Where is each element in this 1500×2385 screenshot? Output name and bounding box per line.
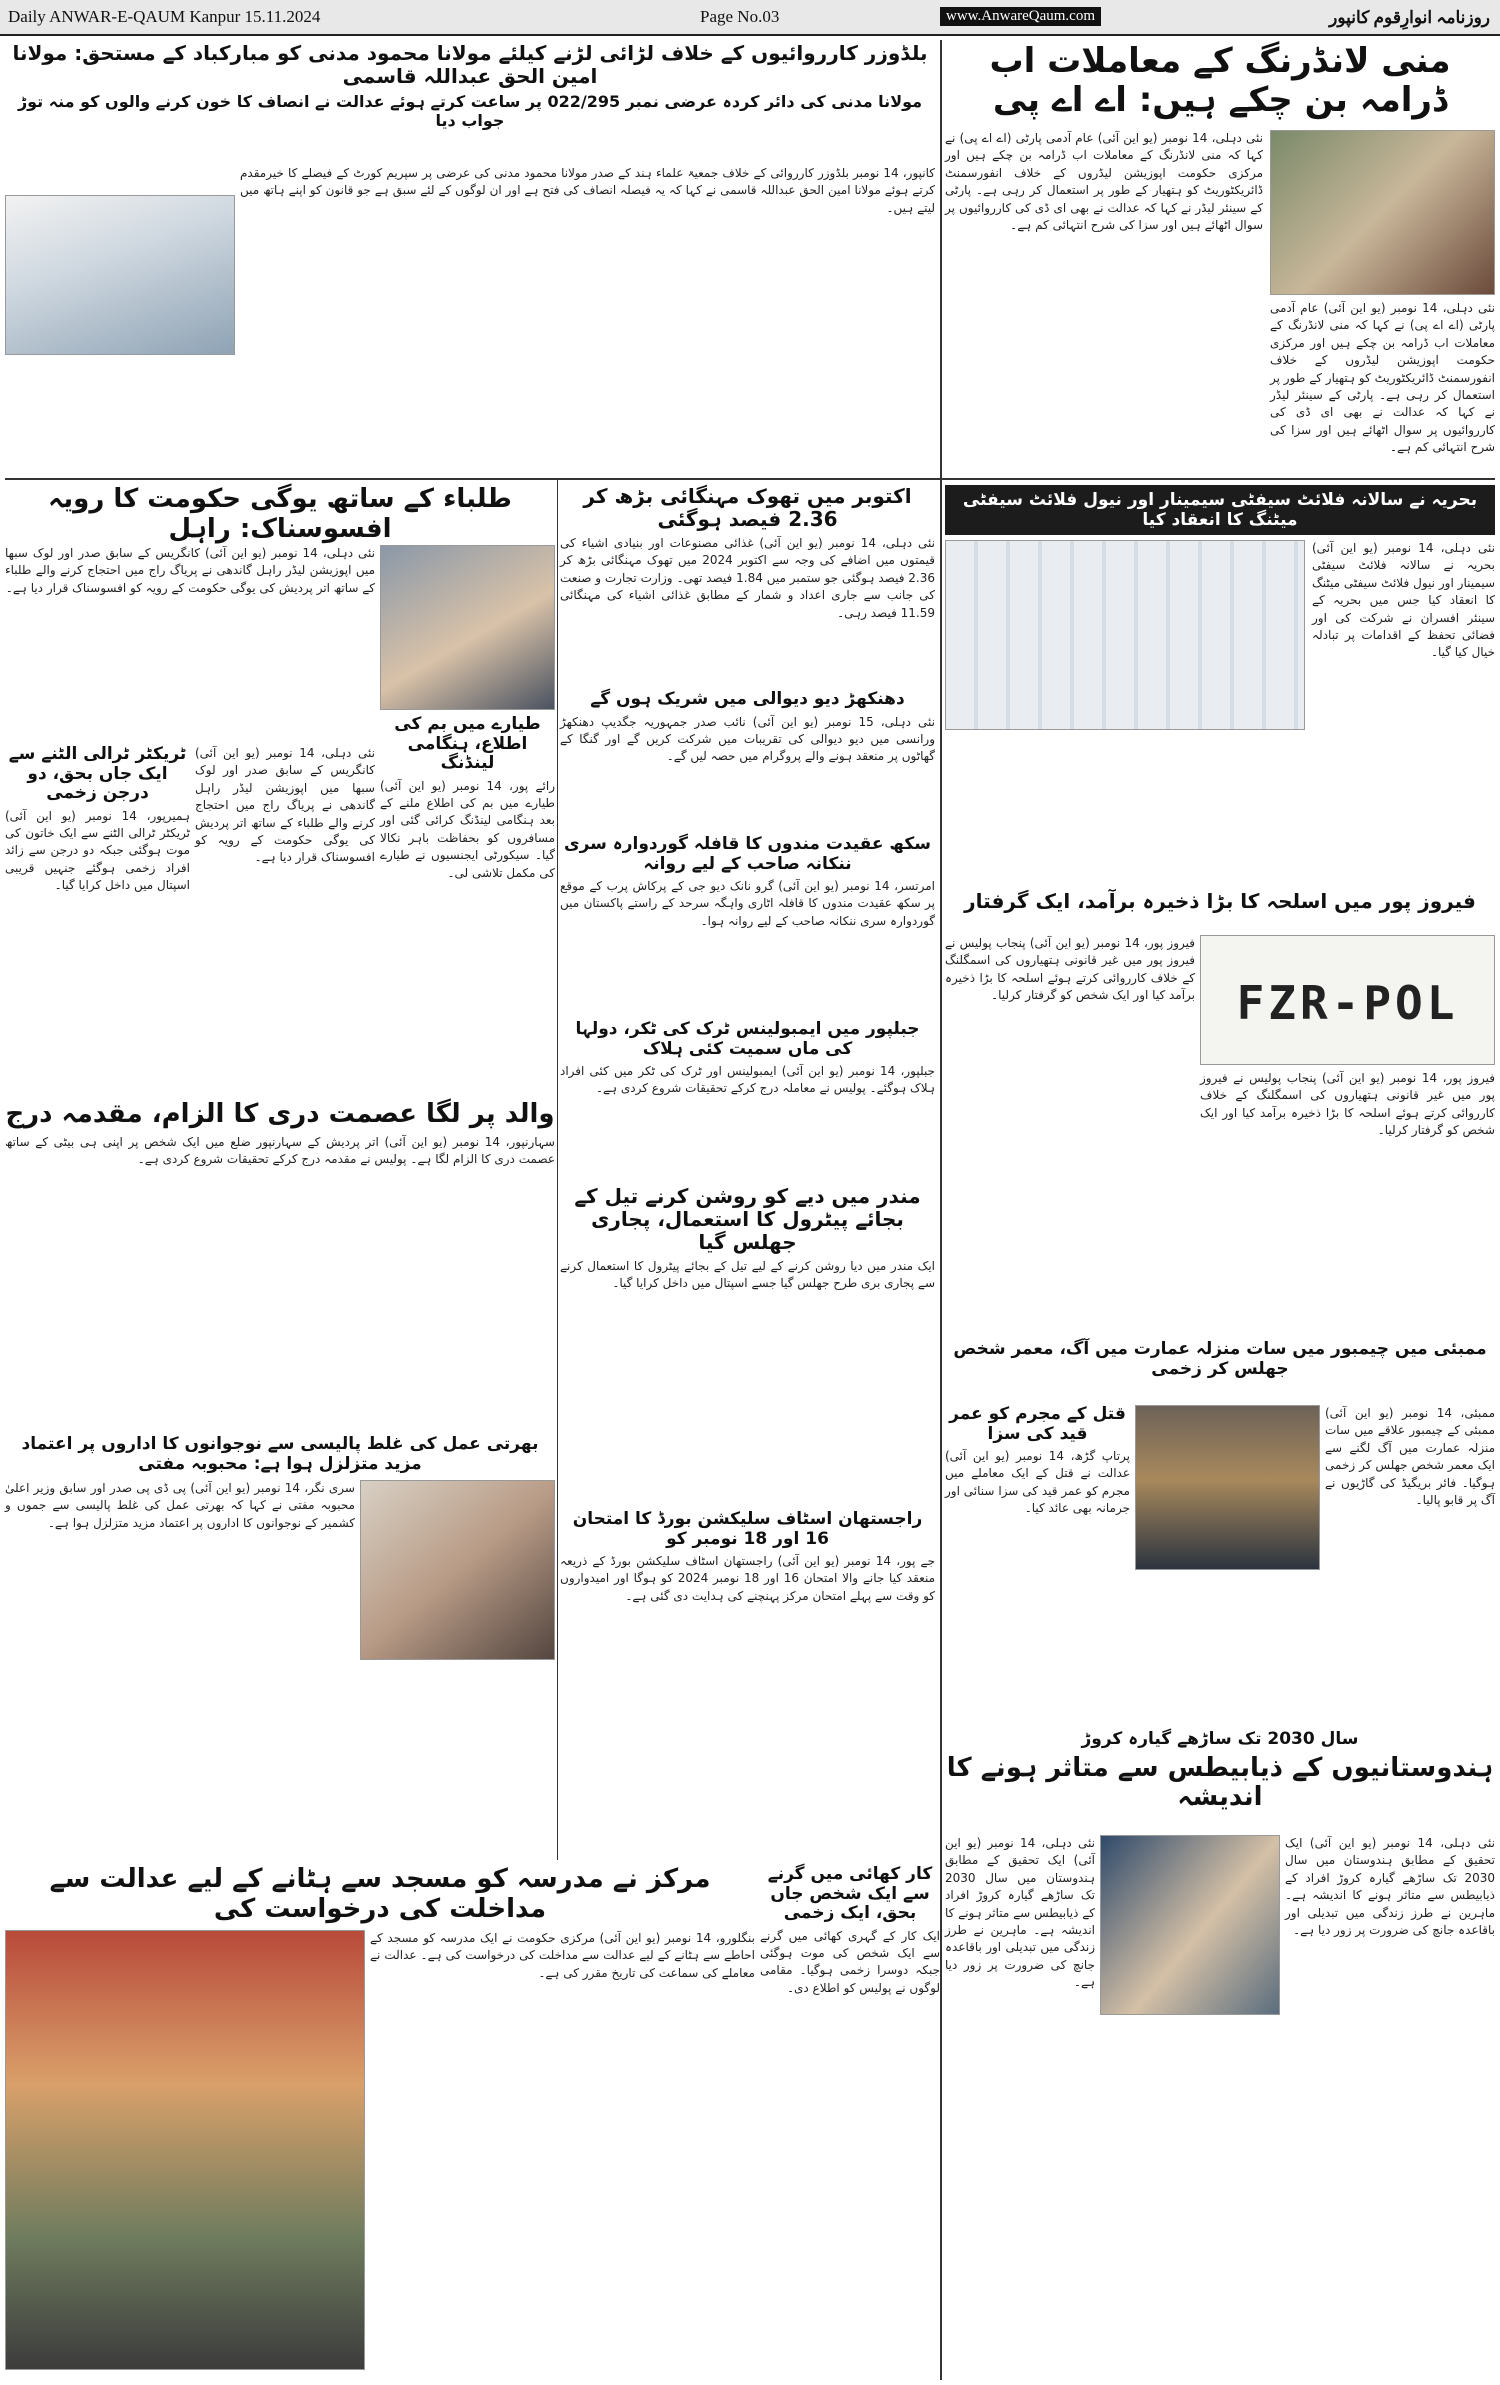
firozpur-article — [945, 935, 1195, 1330]
firozpur-body-cont: فیروز پور، 14 نومبر (یو این آئی) پنجاب پولیس نے فیروز پور میں غیر قانونی ہتھیاروں کی اسمگلنگ کے خلاف کارروائی کرتے ہوئے اسلحہ کا بڑا ذخیرہ برآمد کیا اور ایک شخص کو گرفتار کرلیا۔ — [1200, 1071, 1496, 1138]
maulana-article — [240, 165, 935, 465]
jabalpur-headline: جبلپور میں ایمبولینس ٹرک کی ٹکر، دولہا کی ماں سمیت کئی ہلاک — [575, 1019, 920, 1059]
sikh-pilgrims-article — [560, 835, 935, 1015]
plane-body: رائے پور، 14 نومبر (یو این آئی) طیارے میں بم کی اطلاع ملنے کے بعد ہنگامی لینڈنگ کرائی گئی اور مسافروں کو بحفاظت باہر نکالا گیا۔ سیکورٹی ایجنسیوں نے طیارے کی مکمل تلاشی لی۔ — [380, 778, 555, 880]
mehbooba-headline-block — [5, 1435, 555, 1475]
money-laundering-article — [945, 130, 1263, 510]
sikh-pilgrims-headline: سکھ عقیدت مندوں کا قافلہ گوردوارہ سری ننکانہ صاحب کے لیے روانہ — [563, 834, 931, 874]
money-laundering-body-2: نئی دہلی، 14 نومبر (یو این آئی) عام آدمی پارٹی (اے اے پی) نے کہا کہ منی لانڈرنگ کے معاملات اب ڈرامہ بن چکے ہیں اور مرکزی حکومت اپوزیشن لیڈروں کے خلاف انفورسمنٹ ڈائریکٹوریٹ کو ہتھیار کے طور پر استعمال کر رہی ہے۔ پارٹی کے سینئر لیڈر نے کہا کہ عدالت نے بھی ای ڈی کی کارروائیوں پر سوال اٹھائے ہیں اور سزا کی شرح انتہائی کم ہے۔ — [1270, 301, 1495, 455]
maulana-photo — [5, 195, 235, 355]
diabetes-article — [1285, 1835, 1495, 2375]
jabalpur-article — [560, 1020, 935, 1180]
rape-case-body: سہارنپور، 14 نومبر (یو این آئی) اتر پردیش کے سہارنپور ضلع میں ایک شخص پر اپنی ہی بیٹی کے ساتھ عصمت دری کا الزام لگا ہے۔ پولیس نے مقدمہ درج کرکے تحقیقات شروع کردی ہے۔ — [5, 1134, 555, 1167]
petrol-body: ایک مندر میں دیا روشن کرنے کے لیے تیل کے بجائے پیٹرول کا استعمال کرنے سے پجاری بری طرح جھلس گیا جسے اسپتال میں داخل کرایا گیا۔ — [560, 1259, 935, 1291]
mehbooba-article — [5, 1480, 355, 1860]
plane-article — [380, 715, 555, 1095]
inflation-body: نئی دہلی، 14 نومبر (یو این آئی) غذائی مصنوعات اور بنیادی اشیاء کی قیمتوں میں اضافے کی وجہ سے اکتوبر 2024 میں تھوک مہنگائی بڑھ کر 2.36 فیصد ہوگئی جو ستمبر میں 1.84 فیصد تھی۔ وزارت تجارت و صنعت کی جانب سے جاری اعداد و شمار کے مطابق غذائی اشیاء کی مہنگائی 11.59 فیصد رہی۔ — [560, 536, 935, 620]
firozpur-headline: فیروز پور میں اسلحہ کا بڑا ذخیرہ برآمد، ایک گرفتار — [964, 889, 1476, 913]
petrol-article — [560, 1185, 935, 1505]
diabetes-test-photo — [1100, 1835, 1280, 2015]
column-rule — [940, 40, 942, 2380]
firozpur-article-cont — [1200, 1070, 1495, 1340]
mumbai-fire-headline-block — [945, 1340, 1495, 1400]
court-police-photo — [5, 1930, 365, 2370]
tractor-headline: ٹریکٹر ٹرالی الٹنے سے ایک جاں بحق، دو درجن زخمی — [8, 744, 187, 804]
dhankhar-body: نئی دہلی، 15 نومبر (یو این آئی) نائب صدر جمہوریہ جگدیپ دھنکھڑ ورانسی میں دیو دیوالی کی تقریبات میں شرکت کریں گے اور گنگا کے گھاٹوں پر منعقد ہونے والے پروگرام میں حصہ لیں گے۔ — [560, 714, 935, 764]
navy-headline: بحریہ نے سالانہ فلائٹ سیفٹی سیمینار اور نیول فلائٹ سیفٹی میٹنگ کا انعقاد کیا — [962, 490, 1478, 530]
maulana-headline: بلڈوزر کارروائیوں کے خلاف لڑائی لڑنے کیلئے مولانا محمود مدنی کو مبارکباد کے مستحق: مولانا امین الحق عبداللہ قاسمی — [12, 41, 928, 88]
petrol-headline: مندر میں دیے کو روشن کرنے تیل کے بجائے پیٹرول کا استعمال، پجاری جھلس گیا — [574, 1184, 921, 1254]
rape-case-article — [5, 1100, 555, 1430]
dhankhar-article — [560, 690, 935, 830]
rahul-gandhi-photo — [380, 545, 555, 710]
aap-leader-photo — [1270, 130, 1495, 295]
mumbai-fire-article — [1325, 1405, 1495, 1725]
mehbooba-mufti-photo — [360, 1480, 555, 1660]
mehbooba-body: سری نگر، 14 نومبر (یو این آئی) پی ڈی پی صدر اور سابق وزیر اعلیٰ محبوبہ مفتی نے کہا کہ بھرتی عمل کی غلط پالیسی سے جموں و کشمیر کے نوجوانوں کا اداروں پر اعتماد مزید متزلزل ہوا ہے۔ — [5, 1481, 355, 1530]
rahul-body: نئی دہلی، 14 نومبر (یو این آئی) کانگریس کے سابق صدر اور لوک سبھا میں اپوزیشن لیڈر راہل گاندھی نے پریاگ راج میں احتجاج کرنے والے طلباء کے ساتھ اتر پردیش کی یوگی حکومت کے رویہ کو افسوسناک قرار دیا ہے۔ — [5, 546, 375, 595]
column-rule-2 — [557, 480, 558, 1860]
rahul-body-cont: نئی دہلی، 14 نومبر (یو این آئی) کانگریس کے سابق صدر اور لوک سبھا میں اپوزیشن لیڈر راہل گاندھی نے پریاگ راج میں احتجاج کرنے والے طلباء کے ساتھ اتر پردیش کی یوگی حکومت کے رویہ کو افسوسناک قرار دیا ہے۔ — [195, 746, 375, 865]
maulana-body: کانپور، 14 نومبر بلڈوزر کارروائی کے خلاف جمعیۃ علماء ہند کے صدر مولانا محمود مدنی کی عرضی پر سپریم کورٹ کے فیصلے کا خیرمقدم کرتے ہوئے مولانا امین الحق عبداللہ قاسمی نے کہا کہ یہ فیصلہ انصاف کی فتح ہے اور ان لوگوں کے لئے سبق ہے جو قانون کو اپنے ہاتھ میں لیتے ہیں۔ — [240, 166, 935, 215]
money-laundering-headline-block — [945, 41, 1495, 121]
firozpur-headline-block — [945, 890, 1495, 930]
website-link[interactable]: www.AnwareQaum.com — [940, 7, 1101, 26]
inflation-article — [560, 485, 935, 685]
seized-plate-photo — [1200, 935, 1495, 1065]
masthead-date: Daily ANWAR-E-QAUM Kanpur 15.11.2024 — [8, 7, 321, 26]
number-plate-text: FZR-POL — [1236, 976, 1459, 1030]
rajasthan-exam-body: جے پور، 14 نومبر (یو این آئی) راجستھان اسٹاف سلیکشن بورڈ کے ذریعہ منعقد کیا جانے والا امتحان 16 اور 18 نومبر 2024 کو ہوگا اور امیدواروں کو وقت سے پہلے امتحان مرکز پہنچنے کی ہدایت دی گئی ہے۔ — [560, 1554, 935, 1603]
money-laundering-body: نئی دہلی، 14 نومبر (یو این آئی) عام آدمی پارٹی (اے اے پی) نے کہا کہ منی لانڈرنگ کے معاملات اب ڈرامہ بن چکے ہیں اور مرکزی حکومت اپوزیشن لیڈروں کے خلاف انفورسمنٹ ڈائریکٹوریٹ کو ہتھیار کے طور پر استعمال کر رہی ہے۔ پارٹی کے سینئر لیڈر نے کہا کہ عدالت نے بھی ای ڈی کی کارروائیوں پر سوال اٹھائے ہیں اور سزا کی شرح انتہائی کم ہے۔ — [945, 131, 1263, 232]
rahul-article-cont — [195, 745, 375, 1085]
rajasthan-exam-headline: راجستھان اسٹاف سلیکشن بورڈ کا امتحان 16 اور 18 نومبر کو — [572, 1509, 923, 1549]
inflation-headline: اکتوبر میں تھوک مہنگائی بڑھ کر 2.36 فیصد ہوگئی — [583, 484, 912, 531]
jabalpur-body: جبلپور، 14 نومبر (یو این آئی) ایمبولینس اور ٹرک کی ٹکر میں کئی افراد ہلاک ہوگئے۔ پولیس نے معاملہ درج کرکے تحقیقات شروع کردی ہے۔ — [560, 1064, 935, 1096]
madrasa-headline: مرکز نے مدرسہ کو مسجد سے ہٹانے کے لیے عدالت سے مداخلت کی درخواست کی — [49, 1864, 711, 1924]
navy-headline-block — [945, 485, 1495, 535]
car-ditch-headline: کار کھائی میں گرنے سے ایک شخص جاں بحق، ایک زخمی — [767, 1864, 933, 1924]
tractor-article — [5, 745, 190, 1085]
murder-body: پرتاپ گڑھ، 14 نومبر (یو این آئی) عدالت نے قتل کے ایک معاملے میں مجرم کو عمر قید کی سزا سنائی اور جرمانہ بھی عائد کیا۔ — [945, 1449, 1130, 1516]
plane-headline: طیارے میں بم کی اطلاع، ہنگامی لینڈنگ — [394, 714, 541, 774]
car-ditch-body: ایک کار کے گہری کھائی میں گرنے سے ایک شخص کی موت ہوگئی جبکہ دوسرا زخمی ہوگیا۔ مقامی لوگوں نے پولیس کو اطلاع دی۔ — [760, 1928, 940, 1995]
money-laundering-headline: منی لانڈرنگ کے معاملات اب ڈرامہ بن چکے ہیں: اے اے پی — [989, 41, 1451, 121]
mehbooba-headline: بھرتی عمل کی غلط پالیسی سے نوجوانوں کا اداروں پر اعتماد مزید متزلزل ہوا ہے: محبوبہ مفتی — [21, 1434, 539, 1474]
firozpur-body: فیروز پور، 14 نومبر (یو این آئی) پنجاب پولیس نے فیروز پور میں غیر قانونی ہتھیاروں کی اسمگلنگ کے خلاف کارروائی کرتے ہوئے اسلحہ کا بڑا ذخیرہ برآمد کیا اور ایک شخص کو گرفتار کرلیا۔ — [945, 936, 1195, 1003]
madrasa-body: بنگلورو، 14 نومبر (یو این آئی) مرکزی حکومت نے ایک مدرسہ کو مسجد کے احاطے سے ہٹانے کے لیے عدالت سے مداخلت کی درخواست کی ہے۔ عدالت نے معاملے کی سماعت کی تاریخ مقرر کی ہے۔ — [370, 1931, 755, 1980]
diabetes-article-cont — [945, 1835, 1095, 2375]
murder-headline: قتل کے مجرم کو عمر قید کی سزا — [949, 1404, 1126, 1444]
murder-article — [945, 1405, 1130, 1725]
rahul-headline-block — [5, 484, 555, 544]
sikh-pilgrims-body: امرتسر، 14 نومبر (یو این آئی) گرو نانک دیو جی کے پرکاش پرب کے موقع پر سکھ عقیدت مندوں کا قافلہ اٹاری واہگہ سرحد کے راستے پاکستان میں گوردوارہ سری ننکانہ صاحب کے لیے روانہ ہوا۔ — [560, 879, 935, 928]
rahul-article — [5, 545, 375, 745]
rape-case-headline: والد پر لگا عصمت دری کا الزام، مقدمہ درج — [5, 1099, 555, 1129]
masthead-title: روزنامہ انوارِقوم کانپور — [1329, 8, 1490, 27]
mumbai-fire-body: ممبئی، 14 نومبر (یو این آئی) ممبئی کے چیمبور علاقے میں سات منزلہ عمارت میں آگ لگنے سے ایک معمر شخص جھلس کر زخمی ہوگیا۔ فائر بریگیڈ کی گاڑیوں نے آگ پر قابو پالیا۔ — [1325, 1406, 1496, 1507]
navy-article — [1312, 540, 1495, 885]
divider — [5, 478, 1495, 480]
madrasa-article — [370, 1930, 755, 2370]
car-ditch-article — [760, 1865, 940, 2370]
rajasthan-exam-article — [560, 1510, 935, 1820]
diabetes-headline: ہندوستانیوں کے ذیابیطس سے متاثر ہونے کا اندیشہ — [946, 1752, 1494, 1813]
mumbai-fire-headline: ممبئی میں چیمبور میں سات منزلہ عمارت میں آگ، معمر شخص جھلس کر زخمی — [953, 1339, 1487, 1379]
tractor-body: ہمیرپور، 14 نومبر (یو این آئی) ٹریکٹر ٹرالی الٹنے سے ایک خاتون کی موت ہوگئی جبکہ دو درجن سے زائد افراد زخمی ہوگئے جنہیں قریبی اسپتال میں داخل کرایا گیا۔ — [5, 808, 191, 893]
diabetes-headline-block — [945, 1730, 1495, 1830]
maulana-subheadline: مولانا مدنی کی دائر کردہ عرضی نمبر 022/295 پر ساعت کرتے ہوئے عدالت نے انصاف کا خون کرنے والوں کو منہ توڑ جواب دیا — [17, 92, 923, 130]
diabetes-body-cont: نئی دہلی، 14 نومبر (یو این آئی) ایک تحقیق کے مطابق ہندوستان میں سال 2030 تک ساڑھے گیارہ کروڑ افراد کے ذیابیطس سے متاثر ہونے کا اندیشہ ہے۔ ماہرین نے طرز زندگی میں تبدیلی اور باقاعدہ جانچ کی ضرورت پر زور دیا ہے۔ — [945, 1836, 1095, 1990]
building-fire-photo — [1135, 1405, 1320, 1570]
navy-officers-photo — [945, 540, 1305, 730]
maulana-headline-block — [5, 42, 935, 162]
madrasa-headline-block — [5, 1865, 755, 1925]
masthead — [0, 0, 1500, 36]
rahul-headline: طلباء کے ساتھ یوگی حکومت کا رویہ افسوسناک: راہل — [48, 484, 512, 544]
page-number: Page No.03 — [700, 7, 780, 26]
diabetes-body: نئی دہلی، 14 نومبر (یو این آئی) ایک تحقیق کے مطابق ہندوستان میں سال 2030 تک ساڑھے گیارہ کروڑ افراد کے ذیابیطس سے متاثر ہونے کا اندیشہ ہے۔ ماہرین نے طرز زندگی میں تبدیلی اور باقاعدہ جانچ کی ضرورت پر زور دیا ہے۔ — [1285, 1836, 1495, 1937]
dhankhar-headline: دھنکھڑ دیو دیوالی میں شریک ہوں گے — [590, 689, 905, 709]
diabetes-kicker: سال 2030 تک ساڑھے گیارہ کروڑ — [1081, 1729, 1359, 1749]
navy-body: نئی دہلی، 14 نومبر (یو این آئی) بحریہ نے سالانہ فلائٹ سیفٹی سیمینار اور نیول فلائٹ سیفٹی میٹنگ کا انعقاد کیا جس میں بحریہ کے سینئر افسران نے شرکت کی اور فضائی تحفظ کے اقدامات پر تبادلہ خیال کیا گیا۔ — [1312, 541, 1495, 660]
